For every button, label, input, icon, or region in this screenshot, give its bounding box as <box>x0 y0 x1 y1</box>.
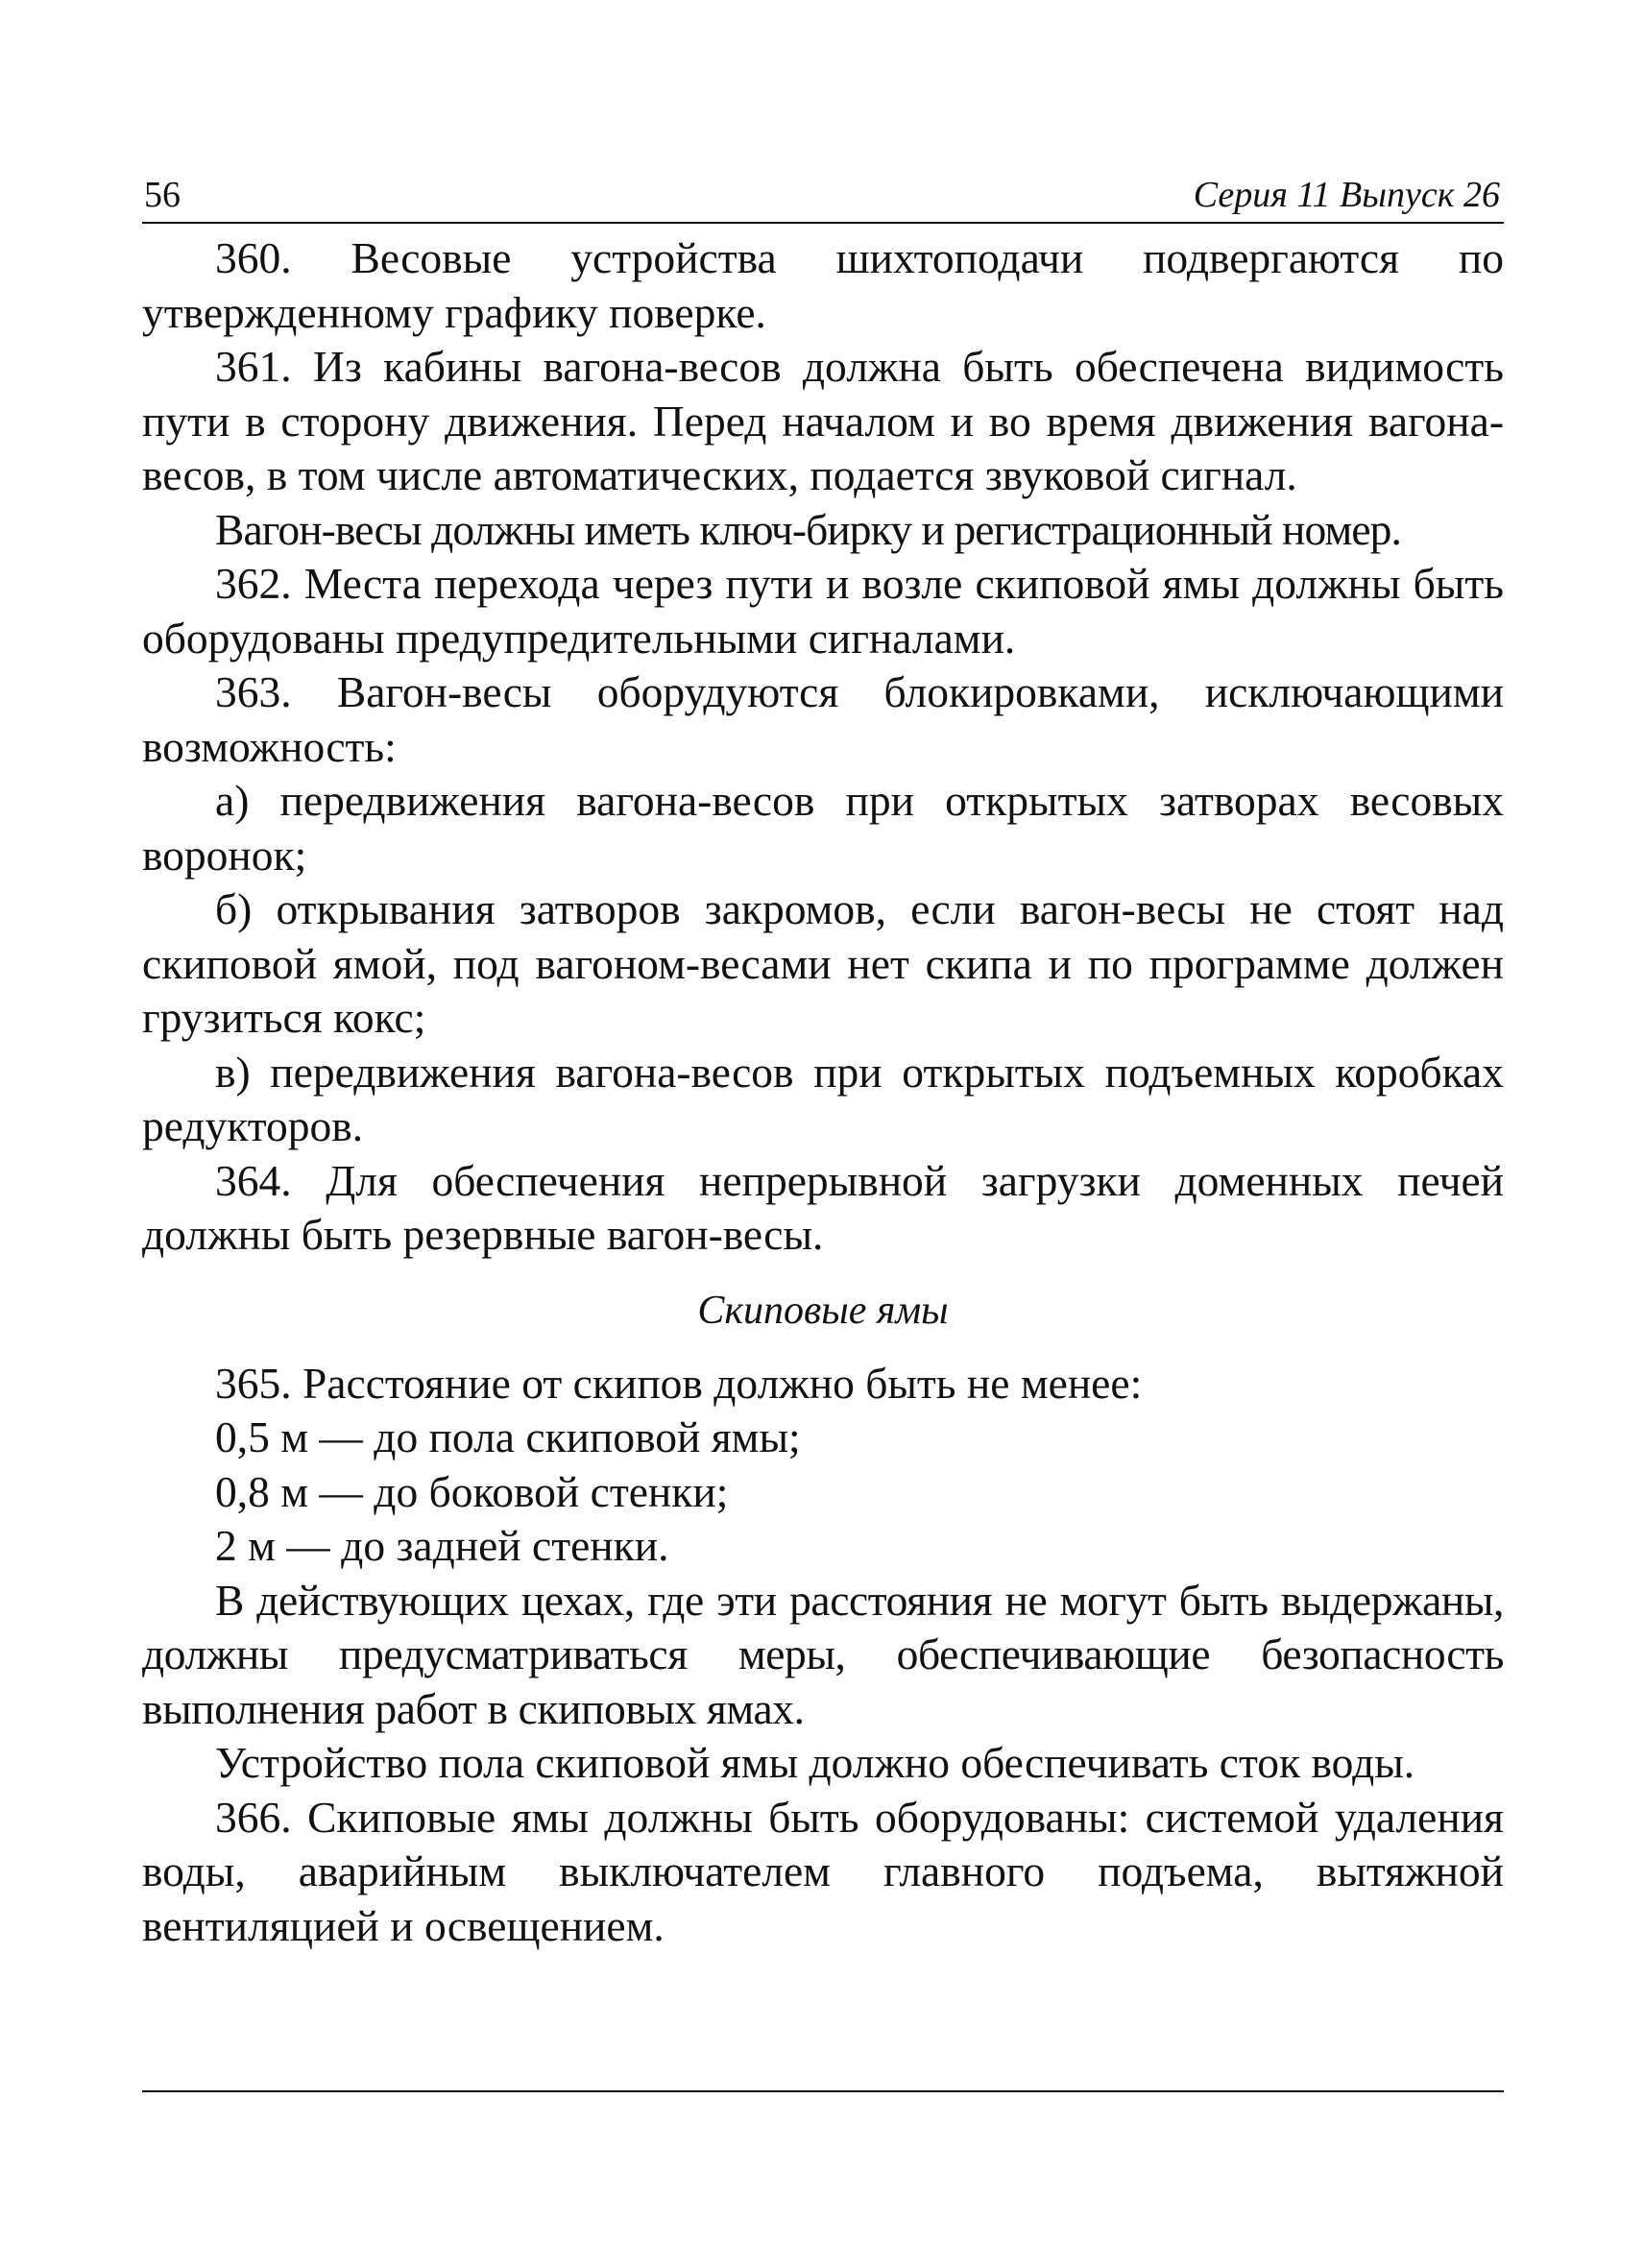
paragraph-364: 364. Для обеспечения непрерывной загрузки доменных печей должны быть резервные вагон-весы. <box>142 1155 1504 1259</box>
series-title: Серия 11 Выпуск 26 <box>1193 175 1500 215</box>
paragraph-floor-drainage: Устройство пола скиповой ямы должно обеспечивать сток воды. <box>215 1738 1415 1787</box>
paragraph-366: 366. Скиповые ямы должны быть оборудованы: системой удаления воды, аварийным выключателем главного подъема, вытяжной вентиляцией и освещением. <box>142 1792 1504 1950</box>
paragraph-365: 365. Расстояние от скипов должно быть не менее: <box>215 1358 1143 1408</box>
paragraph-existing-shops: В действующих цехах, где эти расстояния не могут быть выдержаны, должны предусматриваться меры, обеспечивающие безопасность выполнения работ в скиповых ямах. <box>142 1575 1504 1733</box>
paragraph-363-a: а) передвижения вагона-весов при открытых затворах весовых воронок; <box>142 776 1504 880</box>
paragraph-361: 361. Из кабины вагона-весов должна быть обеспечена видимость пути в сторону движения. Перед началом и во время движения вагона-весов, в том числе автоматических, подается звуковой сигнал. <box>142 342 1504 499</box>
distance-floor: 0,5 м — до пола скиповой ямы; <box>215 1412 801 1461</box>
document-body <box>142 231 1504 1953</box>
section-title: Скиповые ямы <box>697 1288 949 1333</box>
distance-side-wall: 0,8 м — до боковой стенки; <box>215 1466 729 1516</box>
running-header <box>142 168 1504 224</box>
paragraph-363-v: в) передвижения вагона-весов при открытых подъемных коробках редукторов. <box>142 1047 1504 1150</box>
paragraph-363: 363. Вагон-весы оборудуются блокировками, исключающими возможность: <box>142 667 1504 771</box>
paragraph-362: 362. Места перехода через пути и возле скиповой ямы должны быть оборудованы предупредительными сигналами. <box>142 559 1504 663</box>
footer-rule <box>142 2090 1504 2092</box>
distance-back-wall: 2 м — до задней стенки. <box>215 1521 669 1570</box>
page-number: 56 <box>144 175 181 215</box>
paragraph-wagon-scales-tag: Вагон-весы должны иметь ключ-бирку и регистрационный номер. <box>215 504 1401 554</box>
paragraph-360: 360. Весовые устройства шихтоподачи подвергаются по утвержденному графику поверке. <box>142 233 1504 337</box>
document-page <box>142 168 1504 1953</box>
paragraph-363-b: б) открывания затворов закромов, если вагон-весы не стоят над скиповой ямой, под вагоном-весами нет скипа и по программе должен грузиться кокс; <box>142 884 1504 1042</box>
